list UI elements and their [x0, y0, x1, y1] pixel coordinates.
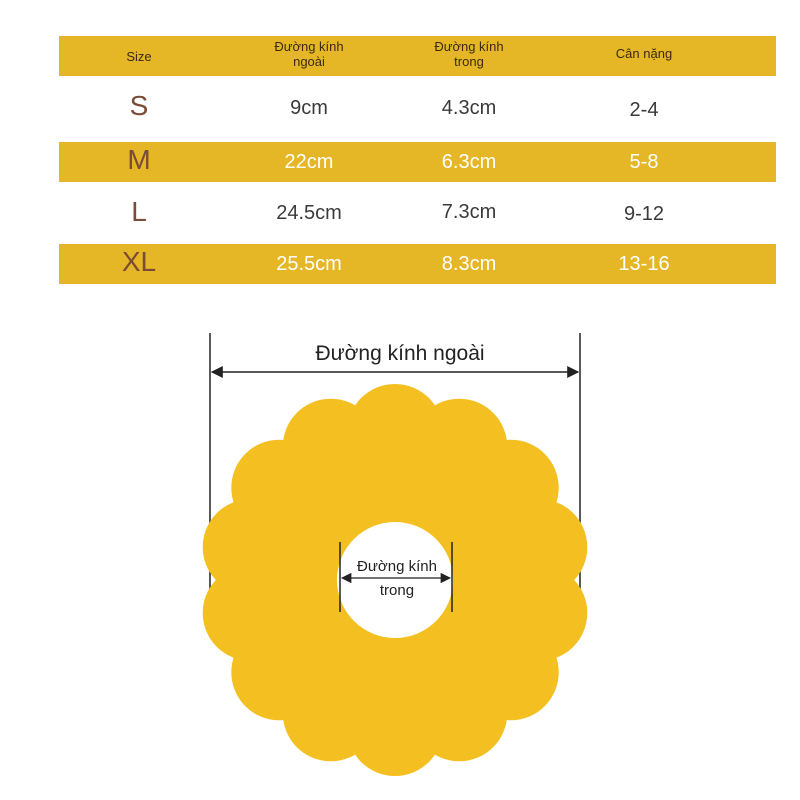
inner-diameter-value: 8.3cm	[441, 253, 497, 275]
outer-diameter-value: 9cm	[290, 97, 328, 119]
inner-diameter-label-line2: trong	[379, 582, 415, 599]
size-label: M	[127, 144, 151, 175]
flower-collar-shape	[203, 384, 588, 776]
header-inner-diameter: Đường kính trong	[434, 39, 504, 69]
inner-diameter-value: 4.3cm	[441, 97, 497, 119]
weight-value: 9-12	[623, 203, 665, 225]
inner-diameter-label-line1: Đường kính	[357, 558, 437, 575]
inner-diameter-value: 6.3cm	[441, 151, 497, 173]
size-label: XL	[121, 246, 157, 277]
outer-diameter-value: 25.5cm	[276, 253, 342, 275]
weight-value: 13-16	[618, 253, 670, 275]
inner-diameter-value: 7.3cm	[441, 201, 497, 223]
outer-diameter-value: 24.5cm	[276, 202, 342, 224]
outer-diameter-value: 22cm	[284, 151, 334, 173]
size-label: L	[131, 196, 147, 227]
inner-hole	[337, 522, 453, 638]
header-size: Size	[126, 49, 152, 64]
outer-diameter-label: Đường kính ngoài	[315, 342, 485, 365]
header-weight: Cân nặng	[615, 46, 673, 61]
header-outer-diameter: Đường kính ngoài	[274, 39, 344, 69]
weight-value: 2-4	[629, 99, 659, 121]
size-label: S	[129, 90, 149, 121]
weight-value: 5-8	[629, 151, 659, 173]
